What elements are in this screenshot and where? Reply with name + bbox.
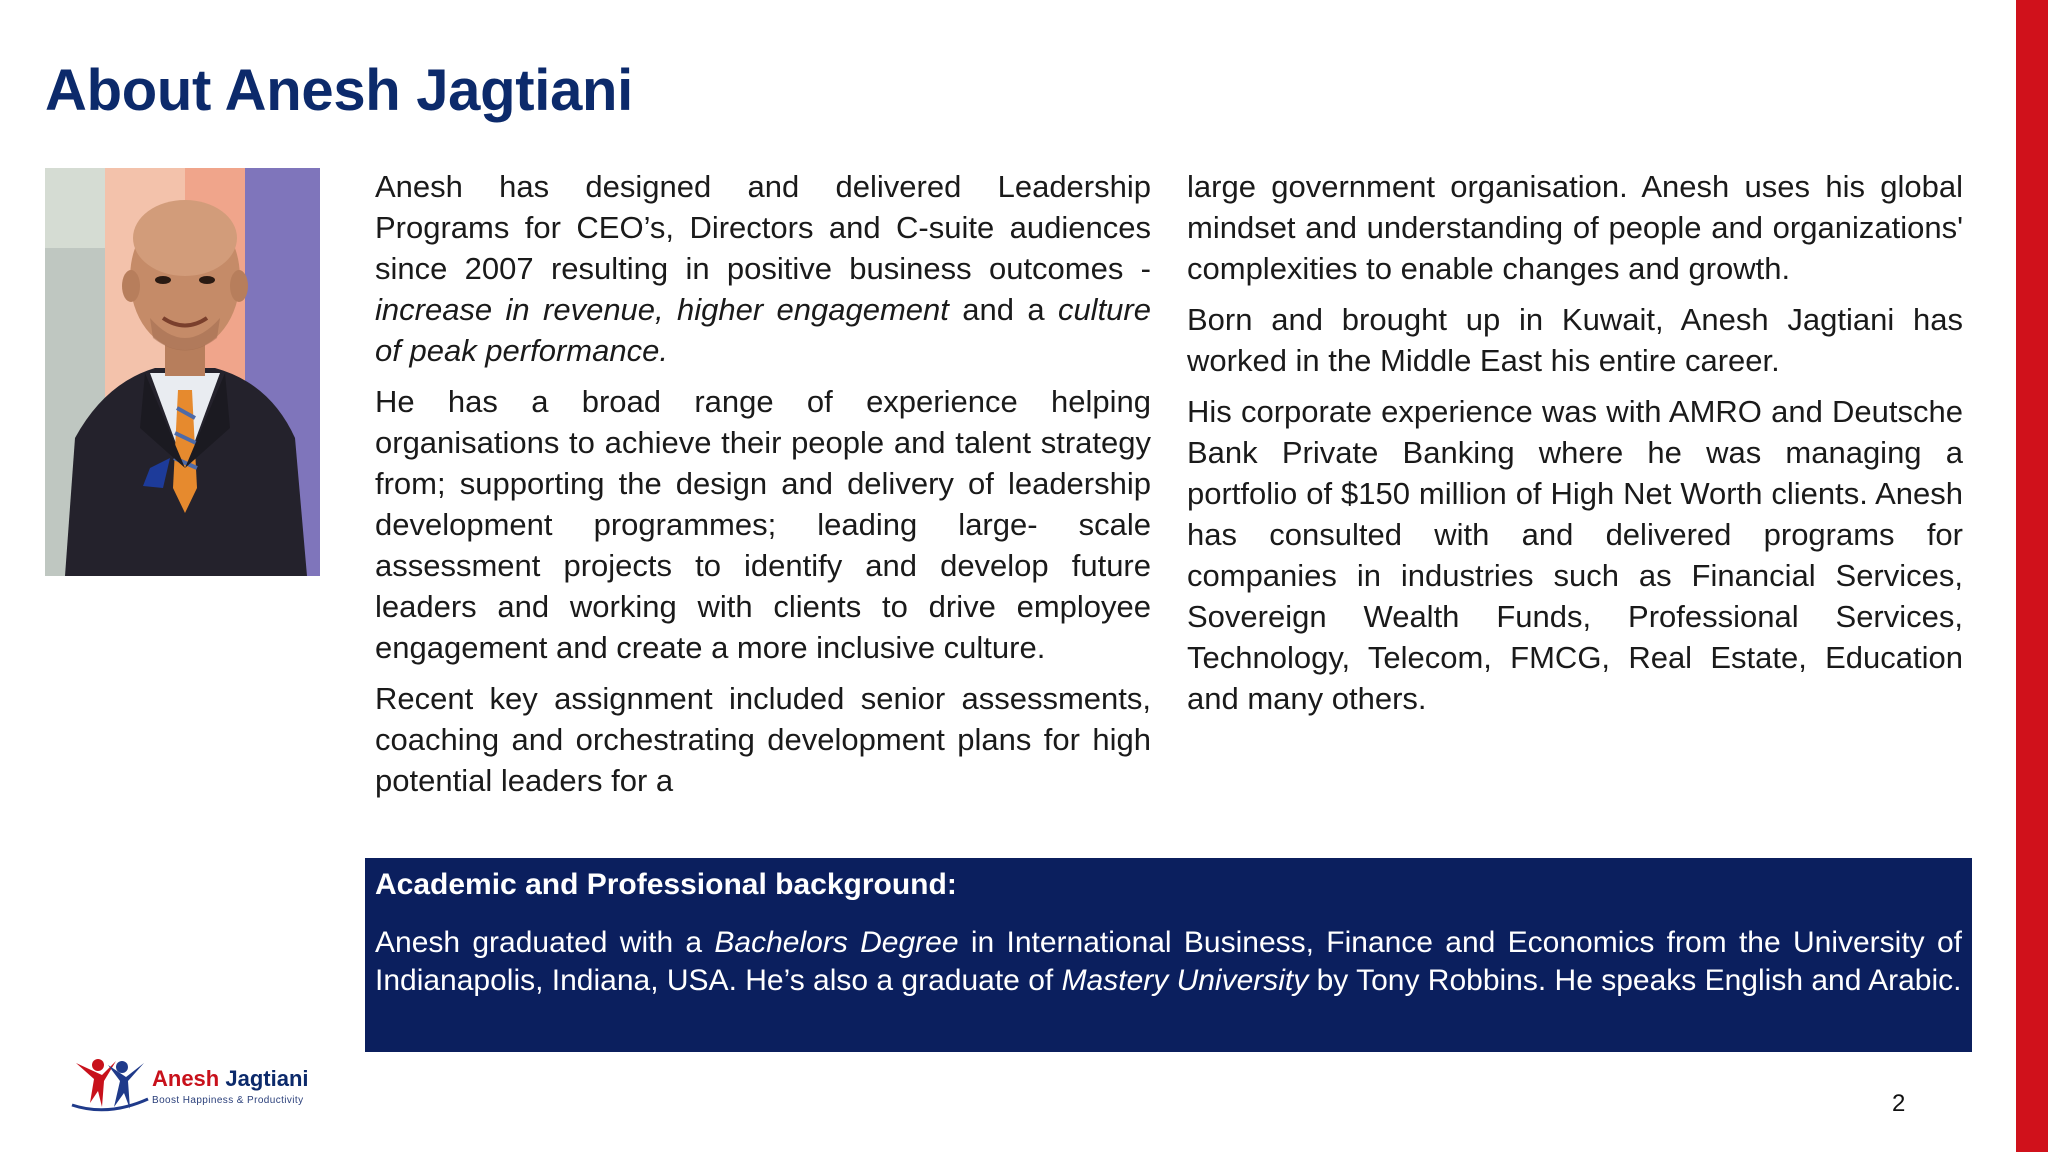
bio-paragraph-5: Born and brought up in Kuwait, Anesh Jagtiani has worked in the Middle East his entire career.	[1187, 302, 1963, 378]
portrait-image	[45, 168, 320, 576]
bio-paragraph-4: large government organisation. Anesh uses his global mindset and understanding of people and organizations' complexities to enable changes and growth.	[1187, 169, 1963, 286]
academic-text-part: in International Business, Finance and Economics from the University of Indianapolis, Indiana, USA. He’s also a graduate of	[375, 926, 1962, 997]
bio-text: Anesh has designed and delivered Leadership Programs for CEO’s, Directors and C-suite audiences since 2007 resulting in positive business outcomes -	[375, 169, 1151, 286]
logo-wordmark	[152, 1066, 309, 1092]
academic-emphasis: Mastery University	[1061, 964, 1309, 997]
bio-paragraph-6: His corporate experience was with AMRO and Deutsche Bank Private Banking where he was managing a portfolio of $150 million of High Net Worth clients. Anesh has consulted with and delivered programs for companies in industries such as Financial Services, Sovereign Wealth Funds, Professional Services, Technology, Telecom, FMCG, Real Estate, Education and many others.	[1187, 394, 1963, 716]
bio-emphasis: culture of peak performance.	[375, 292, 1151, 368]
accent-bar	[2016, 0, 2048, 1152]
brand-logo	[68, 1053, 328, 1115]
academic-text-part: by Tony Robbins. He speaks English and Arabic.	[1308, 964, 1962, 997]
two-people-cheering-icon	[68, 1055, 152, 1113]
bio-left-column	[375, 166, 1151, 801]
bio-emphasis: increase in revenue, higher engagement	[375, 292, 949, 327]
bio-text: and a	[948, 292, 1058, 327]
page-number: 2	[1892, 1090, 1906, 1117]
academic-text-part: Anesh graduated with a	[375, 926, 715, 959]
logo-tagline: Boost Happiness & Productivity	[152, 1095, 304, 1106]
logo-first-name: Anesh	[152, 1066, 220, 1091]
bio-paragraph-3: Recent key assignment included senior assessments, coaching and orchestrating development plans for high potential leaders for a	[375, 681, 1151, 798]
academic-background-box	[365, 858, 1972, 1052]
academic-heading: Academic and Professional background:	[375, 868, 957, 901]
page-title: About Anesh Jagtiani	[45, 58, 633, 123]
bio-paragraph-2: He has a broad range of experience helping organisations to achieve their people and talent strategy from; supporting the design and delivery of leadership development programmes; leading large- scale assessment projects to identify and develop future leaders and working with clients to drive employee engagement and create a more inclusive culture.	[375, 384, 1151, 665]
logo-last-name: Jagtiani	[225, 1066, 309, 1091]
profile-photo	[45, 168, 320, 576]
bio-right-column	[1187, 166, 1963, 729]
bio-paragraph-1	[375, 166, 1151, 371]
academic-emphasis: Bachelors Degree	[714, 926, 959, 959]
academic-text	[375, 924, 1962, 1000]
